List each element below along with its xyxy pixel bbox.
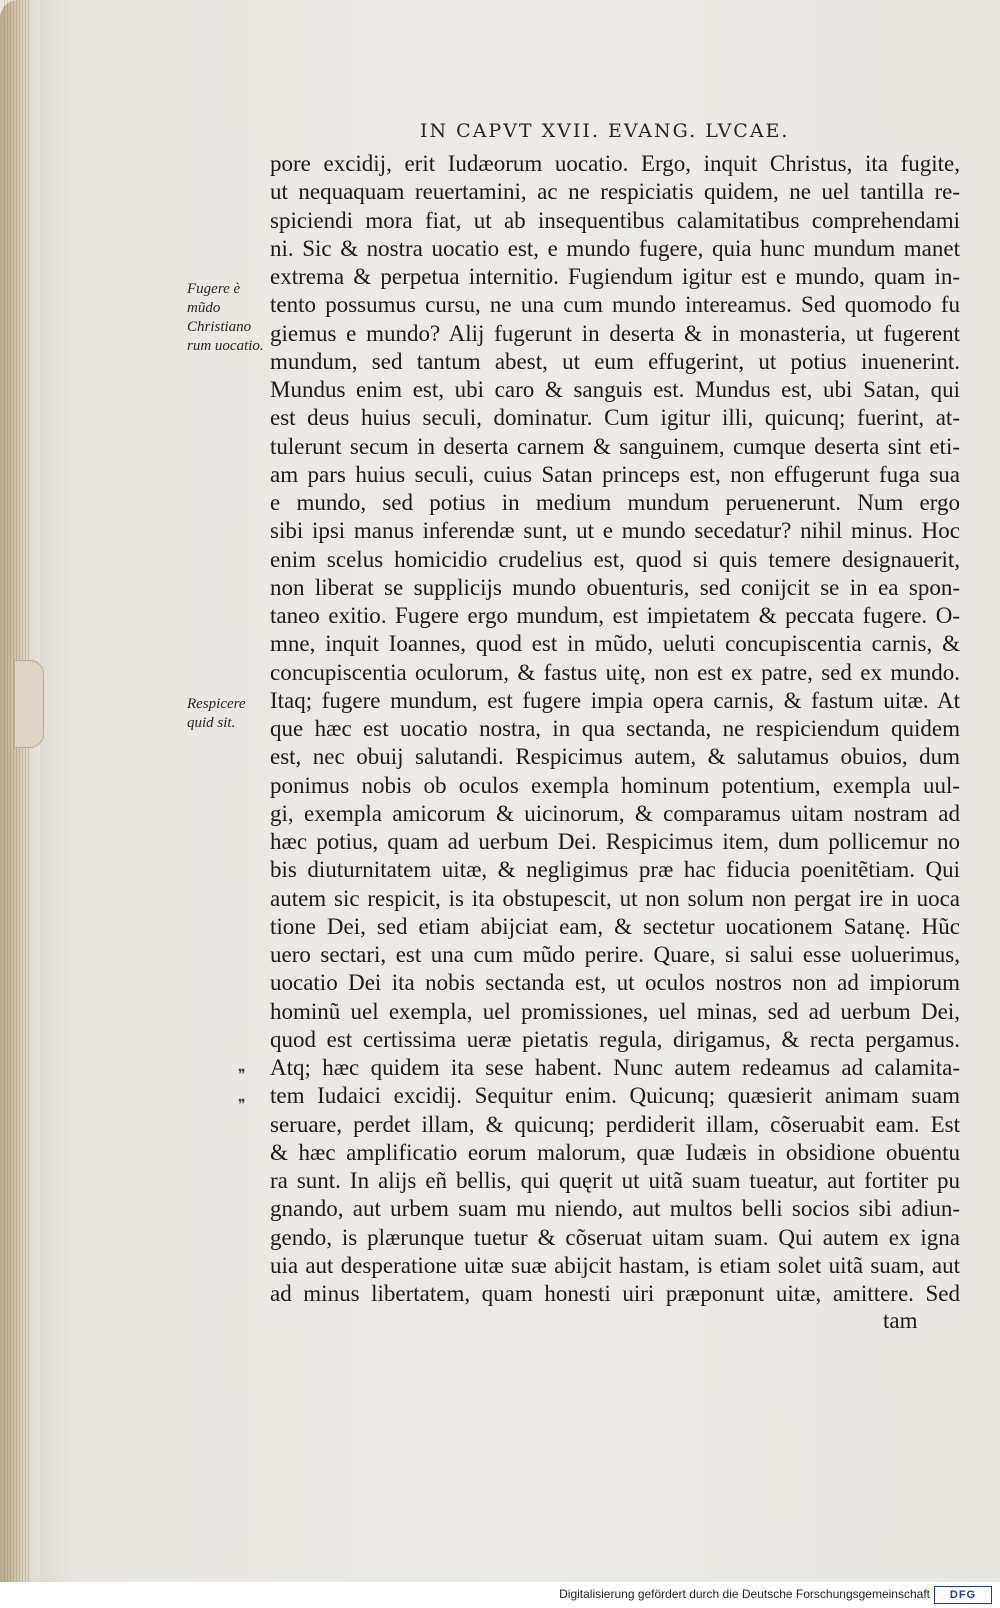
text-line: ut nequaquam reuertamini, ac ne respiciatis quidem, ne uel tantilla re-	[270, 179, 960, 205]
text-line: giemus e mundo? Alij fugerunt in deserta & in monasteria, ut fugerent	[270, 320, 960, 346]
text-line: concupiscentia oculorum, & fastus uitę, non est ex patre, sed ex mundo.	[270, 659, 960, 685]
text-line: est, nec obuij salutandi. Respicimus autem, & salutamus obuios, dum	[270, 744, 960, 770]
text-line: tione Dei, sed etiam abijciat eam, & sectetur uocationem Satanę. Hũc	[270, 913, 960, 939]
funding-credit: Digitalisierung gefördert durch die Deutsche Forschungsgemeinschaft	[559, 1587, 930, 1601]
text-line: quod est certissima ueræ pietatis regula, dirigamus, & recta pergamus.	[270, 1026, 960, 1052]
text-line: pore excidij, erit Iudæorum uocatio. Ergo, inquit Christus, ita fugite,	[270, 151, 960, 176]
running-head: IN CAPVT XVII. EVANG. LVCAE.	[420, 120, 790, 142]
text-line: bis diuturnitatem uitæ, & negligimus præ hac fiducia poenitẽtiam. Qui	[270, 857, 960, 883]
text-line: spiciendi mora fiat, ut ab insequentibus calamitatibus comprehendami	[270, 207, 960, 233]
text-line: tem Iudaici excidij. Sequitur enim. Quicunq; quæsierit animam suam	[270, 1083, 960, 1109]
text-line: gnando, aut urbem suam mu niendo, aut multos belli socios sibi adiun-	[270, 1196, 960, 1222]
catchword: tam	[883, 1308, 918, 1333]
clasp-tab	[14, 660, 44, 748]
text-line: autem sic respicit, is ita obstupescit, ut non solum non pergat ire in uoca	[270, 885, 960, 911]
text-line: est deus huius seculi, dominatur. Cum igitur illi, quicunq; fuerint, at-	[270, 405, 960, 431]
book-page-edges	[0, 0, 40, 1582]
text-line: hominũ uel exempla, uel promissiones, uel minas, sed ad uerbum Dei,	[270, 998, 960, 1024]
text-line: mundum, sed tantum abest, ut eum effugerint, ut potius inuenerint.	[270, 348, 960, 374]
text-line: uia aut desperatione uitæ suæ abijcit hastam, is etiam solet uitã suam, aut	[270, 1252, 960, 1278]
text-line: uocatio Dei ita nobis sectanda est, ut oculos nostros non ad impiorum	[270, 970, 960, 996]
text-line: non liberat se supplicijs mundo obuenturis, sed conijcit se in ea spon-	[270, 574, 960, 600]
text-line: Atq; hæc quidem ita sese habent. Nunc autem redeamus ad calamita-	[270, 1055, 960, 1080]
text-line: Mundus enim est, ubi caro & sanguis est. Mundus est, ubi Satan, qui	[270, 377, 960, 402]
text-line: que hæc est uocatio nostra, in qua sectanda, ne respiciendum quidem	[270, 716, 960, 741]
text-line: ad minus libertatem, quam honesti uiri præponunt uitæ, amittere. Sed	[270, 1281, 960, 1306]
text-line: sibi ipsi manus inferendæ sunt, ut e mundo secedatur? nihil minus. Hoc	[270, 518, 960, 544]
page-edge-lines	[4, 0, 30, 1582]
text-line: taneo exitio. Fugere ergo mundum, est impietatem & peccata fugere. O-	[270, 603, 960, 628]
footer-bar	[0, 1582, 1000, 1608]
text-line: ra sunt. In alijs eñ bellis, qui quęrit ut uitã suam tueatur, aut fortiter pu	[270, 1168, 960, 1193]
quote-mark-1: ❞	[238, 1067, 246, 1083]
text-line: uero sectari, est una cum mũdo perire. Quare, si salui esse uoluerimus,	[270, 942, 960, 967]
text-line: Itaq; fugere mundum, est fugere impia opera carnis, & fastum uitæ. At	[270, 687, 960, 713]
text-line: gendo, is plærunque tuetur & cõseruat uitam suam. Qui autem ex igna	[270, 1224, 960, 1250]
margin-note-respicere: Respicere quid sit.	[187, 696, 246, 731]
text-line: am pars huius seculi, cuius Satan princeps est, non effugerunt fuga sua	[270, 461, 960, 487]
margin-note-fugere: Fugere è mũdo Christiano rum uocatio.	[187, 281, 264, 354]
text-line: ni. Sic & nostra uocatio est, e mundo fugere, quia hunc mundum manet	[270, 235, 960, 261]
text-line: e mundo, sed potius in medium mundum peruenerunt. Num ergo	[270, 490, 960, 515]
text-line: seruare, perdet illam, & quicunq; perdiderit illam, cõseruabit eam. Est	[270, 1111, 960, 1137]
quote-mark-2: ❞	[238, 1097, 246, 1113]
text-line: hæc potius, quam ad uerbum Dei. Respicimus item, dum pollicemur no	[270, 829, 960, 854]
text-line: ponimus nobis ob oculos exempla hominum potentium, exempla uul-	[270, 772, 960, 798]
text-line: tulerunt secum in deserta carnem & sanguinem, cumque deserta sint eti-	[270, 433, 960, 459]
text-line: enim scelus homicidio crudelius est, quod si quis temere designauerit,	[270, 546, 960, 572]
text-line: & hæc amplificatio eorum malorum, quæ Iudæis in obsidione obuentu	[270, 1139, 960, 1165]
text-line: tento possumus cursu, ne una cum mundo intereamus. Sed quomodo fu	[270, 292, 960, 318]
text-line: gi, exempla amicorum & uicinorum, & comparamus uitam nostram ad	[270, 800, 960, 826]
dfg-logo: DFG	[934, 1586, 992, 1604]
text-line: extrema & perpetua internitio. Fugiendum igitur est e mundo, quam in-	[270, 264, 960, 289]
text-line: mne, inquit Ioannes, quod est in mũdo, ueluti concupiscentia carnis, &	[270, 631, 960, 657]
body-text	[270, 150, 960, 1308]
